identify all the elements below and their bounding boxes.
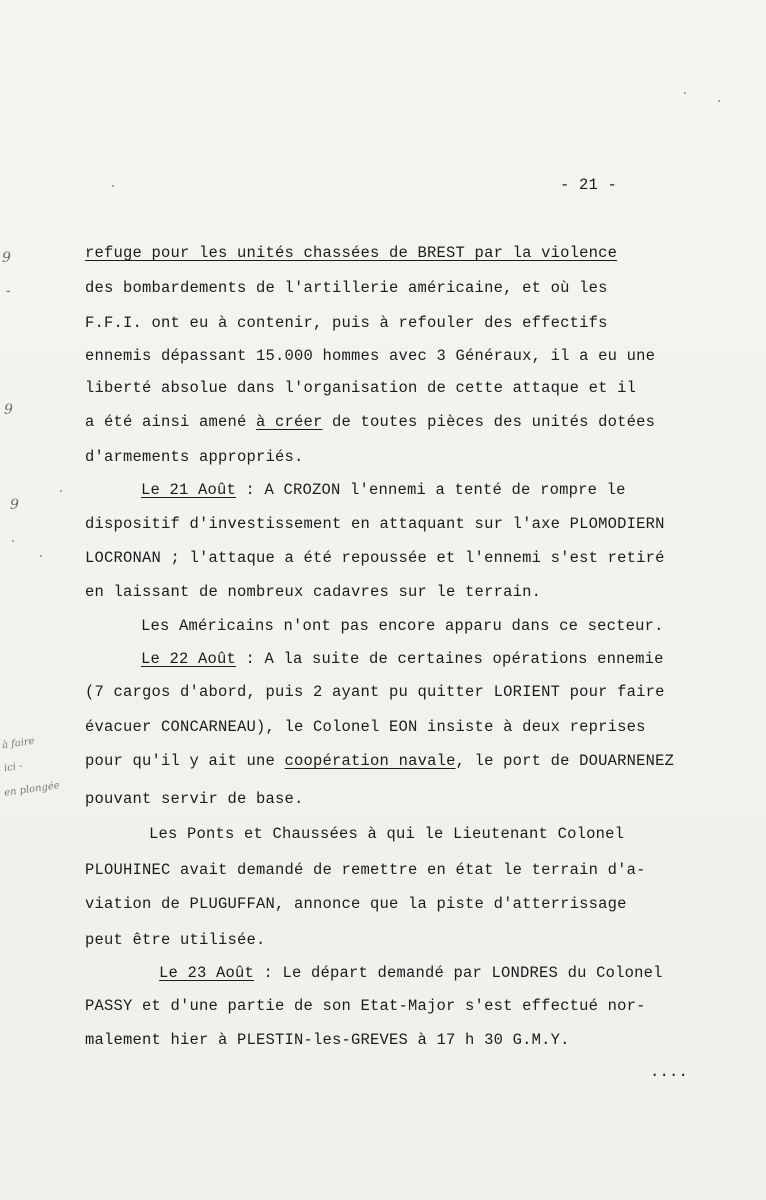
scan-speck — [684, 92, 686, 94]
text-line: des bombardements de l'artillerie américaine, et où les — [85, 279, 608, 297]
text-line — [141, 650, 664, 668]
date-heading: Le 23 Août — [159, 964, 255, 982]
continuation-dots: .... — [650, 1063, 689, 1081]
text-line: LOCRONAN ; l'attaque a été repoussée et l'ennemi s'est retiré — [85, 549, 665, 567]
text-line: d'armements appropriés. — [85, 448, 304, 466]
margin-mark: 9 — [2, 250, 11, 266]
text-line: (7 cargos d'abord, puis 2 ayant pu quitter LORIENT pour faire — [85, 683, 665, 701]
text-line — [159, 964, 663, 982]
text-line: malement hier à PLESTIN-les-GREVES à 17 h 30 G.M.Y. — [85, 1031, 570, 1049]
date-heading: Le 21 Août — [141, 481, 237, 499]
text-line: PLOUHINEC avait demandé de remettre en état le terrain d'a- — [85, 861, 646, 879]
text-line: Les Ponts et Chaussées à qui le Lieutenant Colonel — [149, 825, 625, 843]
text-line: ennemis dépassant 15.000 hommes avec 3 Généraux, il a eu une — [85, 347, 656, 365]
text-line: PASSY et d'une partie de son Etat-Major s'est effectué nor- — [85, 997, 646, 1015]
text-span: a été ainsi amené — [85, 413, 257, 431]
text-line: viation de PLUGUFFAN, annonce que la piste d'atterrissage — [85, 895, 627, 913]
margin-mark: 9 — [10, 497, 19, 513]
margin-note: en plongée — [3, 780, 61, 799]
text-line: liberté absolue dans l'organisation de cette attaque et il — [85, 379, 637, 397]
underlined-text: à créer — [256, 413, 323, 431]
scan-speck — [12, 540, 14, 542]
text-line — [85, 244, 617, 262]
scan-speck — [112, 185, 114, 187]
scan-speck — [718, 100, 720, 102]
text-span: : A CROZON l'ennemi a tenté de rompre le — [236, 481, 626, 499]
text-line: dispositif d'investissement en attaquant sur l'axe PLOMODIERN — [85, 515, 665, 533]
text-line: en laissant de nombreux cadavres sur le terrain. — [85, 583, 542, 601]
text-span: , le port de DOUARNENEZ — [455, 752, 675, 770]
text-span: refuge pour les unités chassées de BREST par la violence — [85, 244, 618, 262]
text-span: pour qu'il y ait une — [85, 752, 285, 770]
text-line — [85, 752, 674, 770]
text-line: Les Américains n'ont pas encore apparu dans ce secteur. — [141, 617, 664, 635]
scan-speck — [40, 555, 42, 557]
text-span: : A la suite de certaines opérations ennemie — [236, 650, 664, 668]
date-heading: Le 22 Août — [141, 650, 237, 668]
page-number: - 21 - — [560, 176, 618, 194]
text-line: peut être utilisée. — [85, 931, 266, 949]
text-line: pouvant servir de base. — [85, 790, 304, 808]
margin-mark: - — [6, 283, 11, 299]
text-span: : Le départ demandé par LONDRES du Colonel — [254, 964, 663, 982]
text-line: F.F.I. ont eu à contenir, puis à refouler des effectifs — [85, 314, 608, 332]
scan-speck — [60, 490, 62, 492]
margin-mark: 9 — [4, 402, 13, 418]
text-span: de toutes pièces des unités dotées — [322, 413, 656, 431]
margin-note: ici - — [3, 760, 24, 775]
text-line — [85, 413, 655, 431]
text-line — [141, 481, 626, 499]
margin-note: à faire — [1, 735, 36, 752]
underlined-text: coopération navale — [284, 752, 456, 770]
text-line: évacuer CONCARNEAU), le Colonel EON insiste à deux reprises — [85, 718, 646, 736]
